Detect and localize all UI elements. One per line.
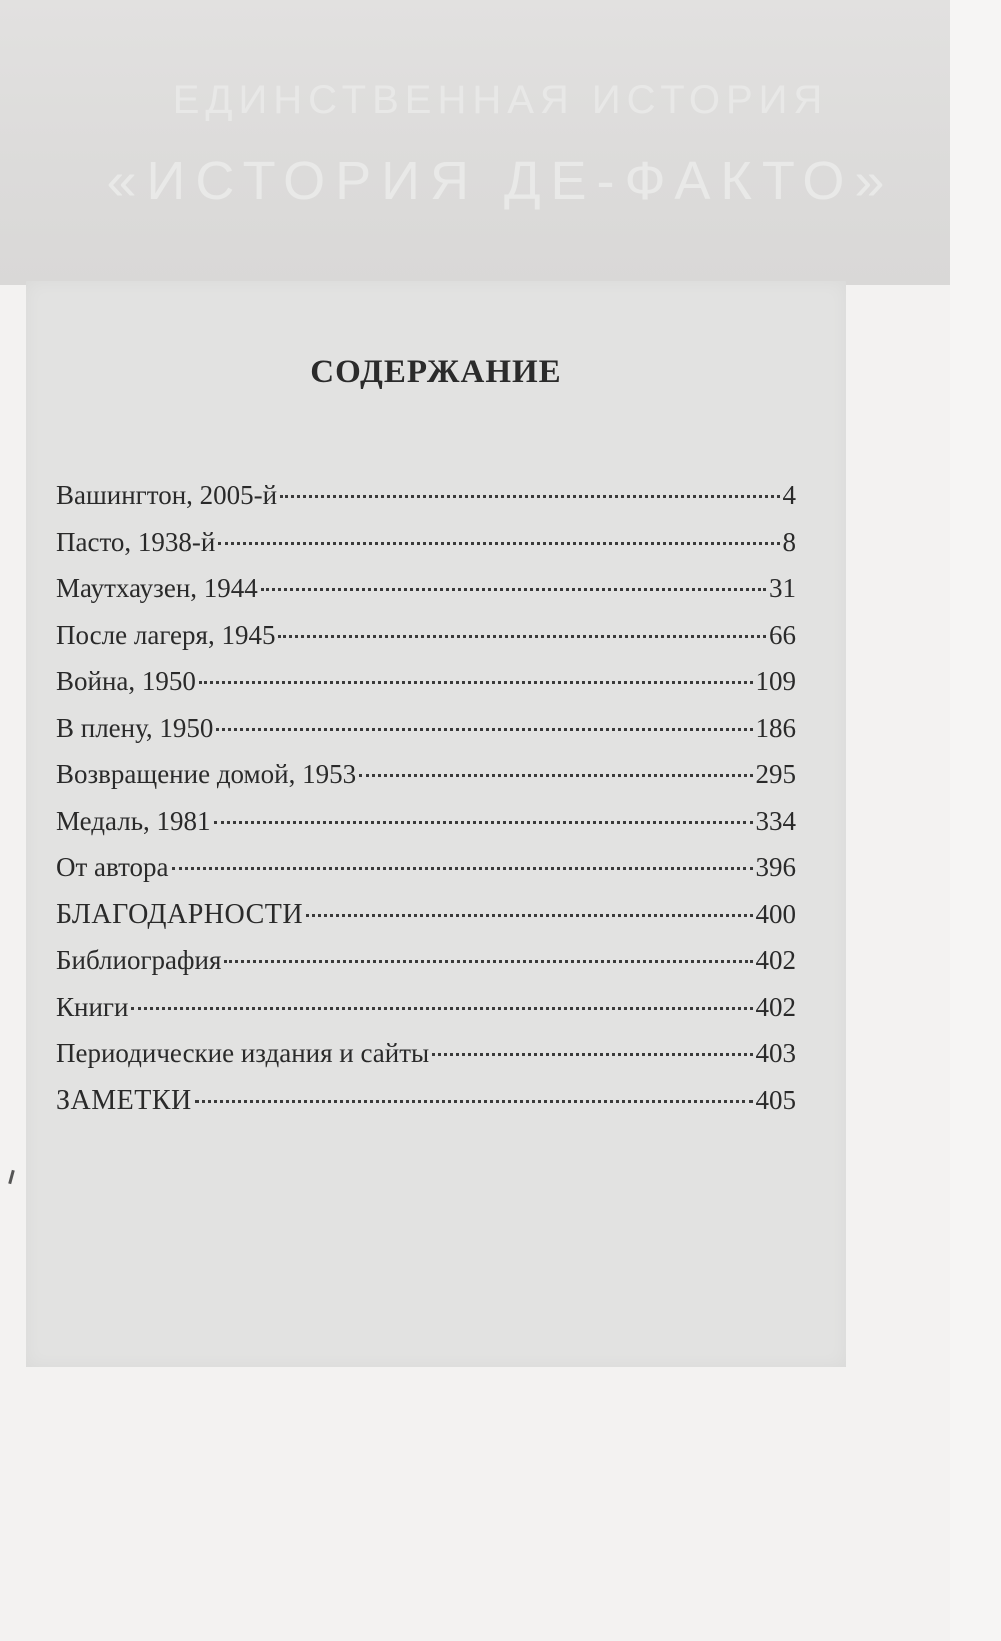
toc-entry-page: 402	[755, 991, 796, 1022]
dot-leader	[214, 821, 753, 824]
dot-leader	[278, 635, 766, 638]
dot-leader	[131, 1007, 752, 1010]
toc-entry-page: 402	[755, 945, 796, 975]
series-top-line: ЕДИНСТВЕННАЯ ИСТОРИЯ	[172, 78, 829, 122]
toc-entry[interactable]	[56, 852, 796, 899]
toc-entry[interactable]	[56, 759, 796, 806]
toc-entry-page: 400	[755, 898, 796, 929]
dot-leader	[199, 681, 753, 684]
toc-entry-label: Война, 1950	[56, 666, 196, 696]
dot-leader	[432, 1053, 752, 1056]
toc-entry[interactable]	[56, 806, 796, 853]
toc-entry-page: 4	[782, 480, 796, 510]
toc-entry[interactable]	[56, 945, 796, 992]
toc-entry[interactable]	[56, 527, 796, 574]
toc-entry-page: 405	[755, 1084, 796, 1115]
dot-leader	[359, 774, 752, 777]
toc-entry[interactable]	[56, 899, 796, 946]
toc-entry-label: От автора	[56, 852, 169, 882]
series-title: «ИСТОРИЯ ДЕ-ФАКТО»	[106, 151, 895, 211]
toc-entry[interactable]	[56, 573, 796, 620]
toc-entry-label: ЗАМЕТКИ	[56, 1084, 192, 1116]
dot-leader	[195, 1100, 753, 1103]
toc-entry-page: 31	[769, 573, 796, 603]
toc-entry[interactable]	[56, 992, 796, 1039]
cover-header-band	[0, 0, 1001, 285]
toc-entry[interactable]	[56, 1085, 796, 1132]
toc-entry-label: Периодические издания и сайты	[56, 1038, 430, 1068]
toc-entry-page: 186	[755, 712, 796, 743]
page-title: СОДЕРЖАНИЕ	[310, 354, 562, 390]
table-of-contents	[56, 480, 796, 1131]
dot-leader	[306, 914, 752, 917]
page-edge	[950, 0, 1001, 1641]
toc-entry-page: 295	[755, 759, 796, 789]
toc-entry-label: Медаль, 1981	[56, 805, 211, 836]
toc-entry-label: Пасто, 1938-й	[56, 526, 216, 557]
toc-entry[interactable]	[56, 620, 796, 667]
stray-ink-mark	[8, 1170, 15, 1184]
dot-leader	[216, 728, 752, 731]
toc-entry-label: Книги	[56, 991, 129, 1022]
toc-entry[interactable]	[56, 1038, 796, 1085]
toc-entry-page: 66	[769, 619, 796, 650]
dot-leader	[261, 588, 766, 591]
toc-entry-label: В плену, 1950	[56, 712, 214, 743]
toc-entry-label: После лагеря, 1945	[56, 619, 276, 650]
dot-leader	[224, 960, 752, 963]
toc-entry-label: Возвращение домой, 1953	[56, 759, 357, 789]
toc-entry-page: 334	[755, 805, 796, 836]
toc-entry-label: БЛАГОДАРНОСТИ	[56, 898, 304, 930]
toc-entry-page: 8	[782, 526, 796, 557]
dot-leader	[172, 867, 753, 870]
toc-entry-label: Маутхаузен, 1944	[56, 573, 258, 603]
dot-leader	[218, 542, 779, 545]
dot-leader	[280, 495, 779, 498]
toc-entry-label: Вашингтон, 2005-й	[56, 480, 278, 510]
toc-entry[interactable]	[56, 480, 796, 527]
toc-entry[interactable]	[56, 713, 796, 760]
toc-entry-page: 396	[755, 852, 796, 882]
toc-entry[interactable]	[56, 666, 796, 713]
toc-entry-page: 109	[755, 666, 796, 696]
toc-entry-label: Библиография	[56, 945, 222, 975]
toc-entry-page: 403	[755, 1038, 796, 1068]
